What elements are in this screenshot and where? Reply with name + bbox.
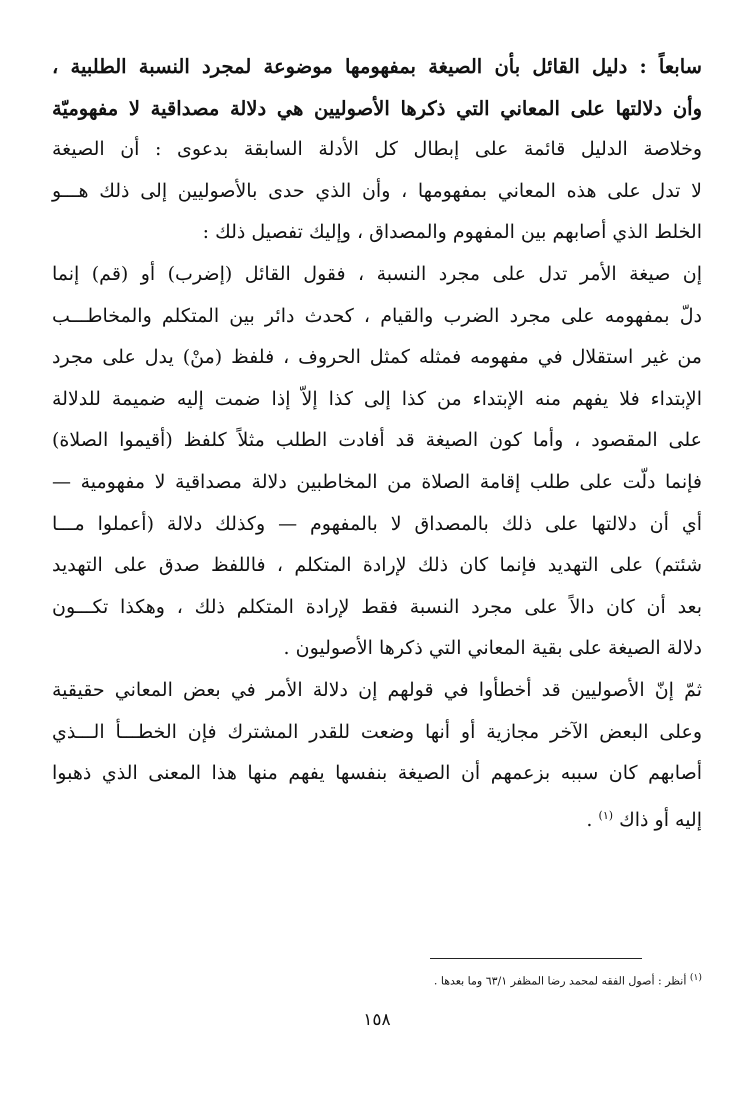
footnote-marker: (١) bbox=[689, 972, 702, 983]
heading-line: سابعاً : دليل القائل بأن الصيغة بمفهومها موضوعة لمجرد النسبة الطلبية ، bbox=[52, 55, 702, 78]
paragraph-line: فإنما دلّت على طلب إقامة الصلاة من المخاطبين دلالة مصداقية لا مفهومية — bbox=[52, 470, 702, 493]
paragraph-line: أي أن دلالتها على ذلك بالمصداق لا بالمفهوم — وكذلك دلالة (أعملوا مـــا bbox=[52, 512, 702, 535]
paragraph-line: على المقصود ، وأما كون الصيغة قد أفادت الطلب مثلاً كلفظ (أقيموا الصلاة) bbox=[52, 429, 702, 452]
paragraph-line: من غير استقلال في مفهومه فمثله كمثل الحروف ، فلفظ (منْ) يدل على مجرد bbox=[52, 346, 702, 369]
main-text bbox=[52, 46, 702, 836]
paragraph-line: وعلى البعض الآخر مجازية أو أنها وضعت للقدر المشترك فإن الخطـــأ الـــذي bbox=[52, 720, 702, 743]
paragraph-line: دلالة الصيغة على بقية المعاني التي ذكرها الأصوليون . bbox=[283, 637, 702, 660]
end-punctuation: . bbox=[586, 808, 593, 831]
page-number: ١٥٨ bbox=[363, 1010, 391, 1030]
heading-line: وأن دلالتها على المعاني التي ذكرها الأصوليين هي دلالة مصداقية لا مفهوميّة bbox=[52, 96, 702, 120]
paragraph-line: الإبتداء فلا يفهم منه الإبتداء من كذا إلى كذا إلاّ إذا ضمت إليه ضميمة للدلالة bbox=[52, 387, 702, 410]
paragraph-line: أصابهم كان سببه بزعمهم أن الصيغة بنفسها يفهم منها هذا المعنى الذي ذهبوا bbox=[52, 762, 702, 785]
paragraph-line: دلّ بمفهومه على مجرد الضرب والقيام ، كحدث دائر بين المتكلم والمخاطـــب bbox=[52, 304, 702, 327]
footnote-text: أنظر : أصول الفقه لمحمد رضا المظفر ٦٣/١ وما بعدها . bbox=[433, 974, 687, 988]
footnote bbox=[52, 970, 702, 990]
footnote-divider bbox=[430, 958, 642, 959]
paragraph-line: لا تدل على هذه المعاني بمفهومها ، وأن الذي حدى بالأصوليين إلى ذلك هـــو bbox=[52, 179, 702, 202]
paragraph-line: الخلط الذي أصابهم بين المفهوم والمصداق ، وإليك تفصيل ذلك : bbox=[202, 221, 702, 244]
paragraph-line: إن صيغة الأمر تدل على مجرد النسبة ، فقول القائل (إضرب) أو (قم) إنما bbox=[52, 262, 702, 285]
paragraph-line-text: إليه أو ذاك bbox=[619, 808, 702, 831]
paragraph-line: شئتم) على التهديد فإنما كان ذلك لإرادة المتكلم ، فاللفظ صدق على التهديد bbox=[52, 554, 702, 577]
paragraph-line: بعد أن كان دالاً على مجرد النسبة فقط لإرادة المتكلم ذلك ، وهكذا تكـــون bbox=[52, 595, 702, 618]
paragraph-line bbox=[52, 795, 702, 837]
paragraph-line: ثمّ إنّ الأصوليين قد أخطأوا في قولهم إن دلالة الأمر في بعض المعاني حقيقية bbox=[52, 678, 702, 701]
paragraph-line: وخلاصة الدليل قائمة على إبطال كل الأدلة السابقة بدعوى : أن الصيغة bbox=[52, 138, 702, 161]
footnote-reference[interactable]: (١) bbox=[598, 808, 614, 822]
